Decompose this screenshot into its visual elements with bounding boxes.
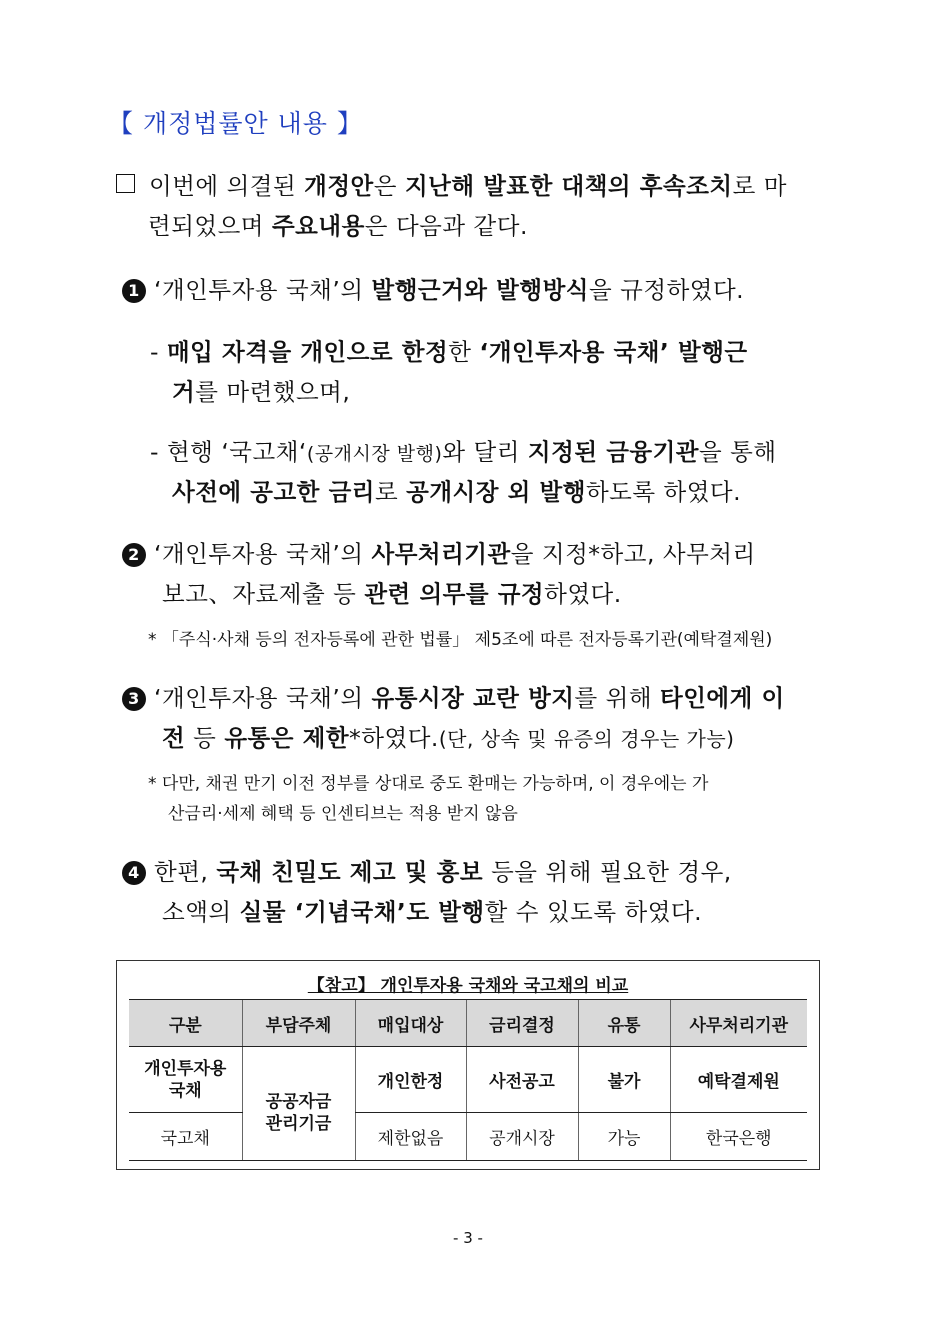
item1-sub2-line-1: - 현행 ‘국고채‘(공개시장 발행)와 달리 지정된 금융기관을 통해 <box>150 438 777 466</box>
intro-line-2: 련되었으며 주요내용은 다음과 같다. <box>148 212 528 240</box>
item3-line-2: 전 등 유통은 제한*하였다.(단, 상속 및 유증의 경우는 가능) <box>162 724 735 752</box>
table-header: 매입대상 <box>355 1000 466 1047</box>
number-3-icon: 3 <box>122 687 146 711</box>
table-header: 구분 <box>129 1000 242 1047</box>
table-cell: 개인한정 <box>355 1047 466 1113</box>
item3-footnote-line-2: 산금리·세제 혜택 등 인센티브는 적용 받지 않음 <box>168 804 518 824</box>
table-cell-shared: 공공자금 관리기금 <box>242 1047 355 1161</box>
item1-sub2-line-2: 사전에 공고한 금리로 공개시장 외 발행하도록 하였다. <box>172 478 742 506</box>
table-cell: 제한없음 <box>355 1113 466 1161</box>
table-header: 부담주체 <box>242 1000 355 1047</box>
table-header: 금리결정 <box>466 1000 578 1047</box>
table-cell: 국고채 <box>129 1113 242 1161</box>
item1-sub1-line-2: 거를 마련했으며, <box>172 378 351 406</box>
item4-line-2: 소액의 실물 ‘기념국채’도 발행할 수 있도록 하였다. <box>162 898 703 926</box>
table-cell: 개인투자용 국채 <box>129 1047 242 1113</box>
comparison-table <box>129 999 807 1161</box>
table-cell: 가능 <box>578 1113 670 1161</box>
table-cell: 예탁결제원 <box>670 1047 807 1113</box>
table-row <box>129 1047 807 1113</box>
intro-line-1: 이번에 의결된 개정안은 지난해 발표한 대책의 후속조치로 마 <box>116 166 787 206</box>
checkbox-bullet-icon <box>116 174 135 193</box>
section-title: 【 개정법률안 내용 】 <box>108 109 363 138</box>
item2-footnote: * 「주식·사채 등의 전자등록에 관한 법률」 제5조에 따른 전자등록기관(예탁결제원) <box>148 630 773 650</box>
number-4-icon: 4 <box>122 861 146 885</box>
item3-line-1: 3 ‘개인투자용 국채’의 유통시장 교란 방지를 위해 타인에게 이 <box>122 678 785 718</box>
table-cell: 공개시장 <box>466 1113 578 1161</box>
table-cell: 한국은행 <box>670 1113 807 1161</box>
table-cell: 불가 <box>578 1047 670 1113</box>
item1-heading: 1 ‘개인투자용 국채’의 발행근거와 발행방식을 규정하였다. <box>122 270 744 310</box>
table-header-row <box>129 1000 807 1047</box>
item3-footnote-line-1: * 다만, 채권 만기 이전 정부를 상대로 중도 환매는 가능하며, 이 경우에는 가 <box>148 774 709 794</box>
item2-line-1: 2 ‘개인투자용 국채’의 사무처리기관을 지정*하고, 사무처리 <box>122 534 756 574</box>
table-cell: 사전공고 <box>466 1047 578 1113</box>
item4-line-1: 4 한편, 국채 친밀도 제고 및 홍보 등을 위해 필요한 경우, <box>122 852 732 892</box>
table-header: 유통 <box>578 1000 670 1047</box>
reference-title: 【참고】 개인투자용 국채와 국고채의 비교 <box>307 976 629 996</box>
reference-box <box>116 960 820 1170</box>
item1-sub1-line-1: - 매입 자격을 개인으로 한정한 ‘개인투자용 국채’ 발행근 <box>150 338 748 366</box>
item2-line-2: 보고、자료제출 등 관련 의무를 규정하였다. <box>162 580 622 608</box>
number-1-icon: 1 <box>122 279 146 303</box>
table-row <box>129 1113 807 1161</box>
number-2-icon: 2 <box>122 543 146 567</box>
page-number: - 3 - <box>453 1229 483 1247</box>
table-header: 사무처리기관 <box>670 1000 807 1047</box>
